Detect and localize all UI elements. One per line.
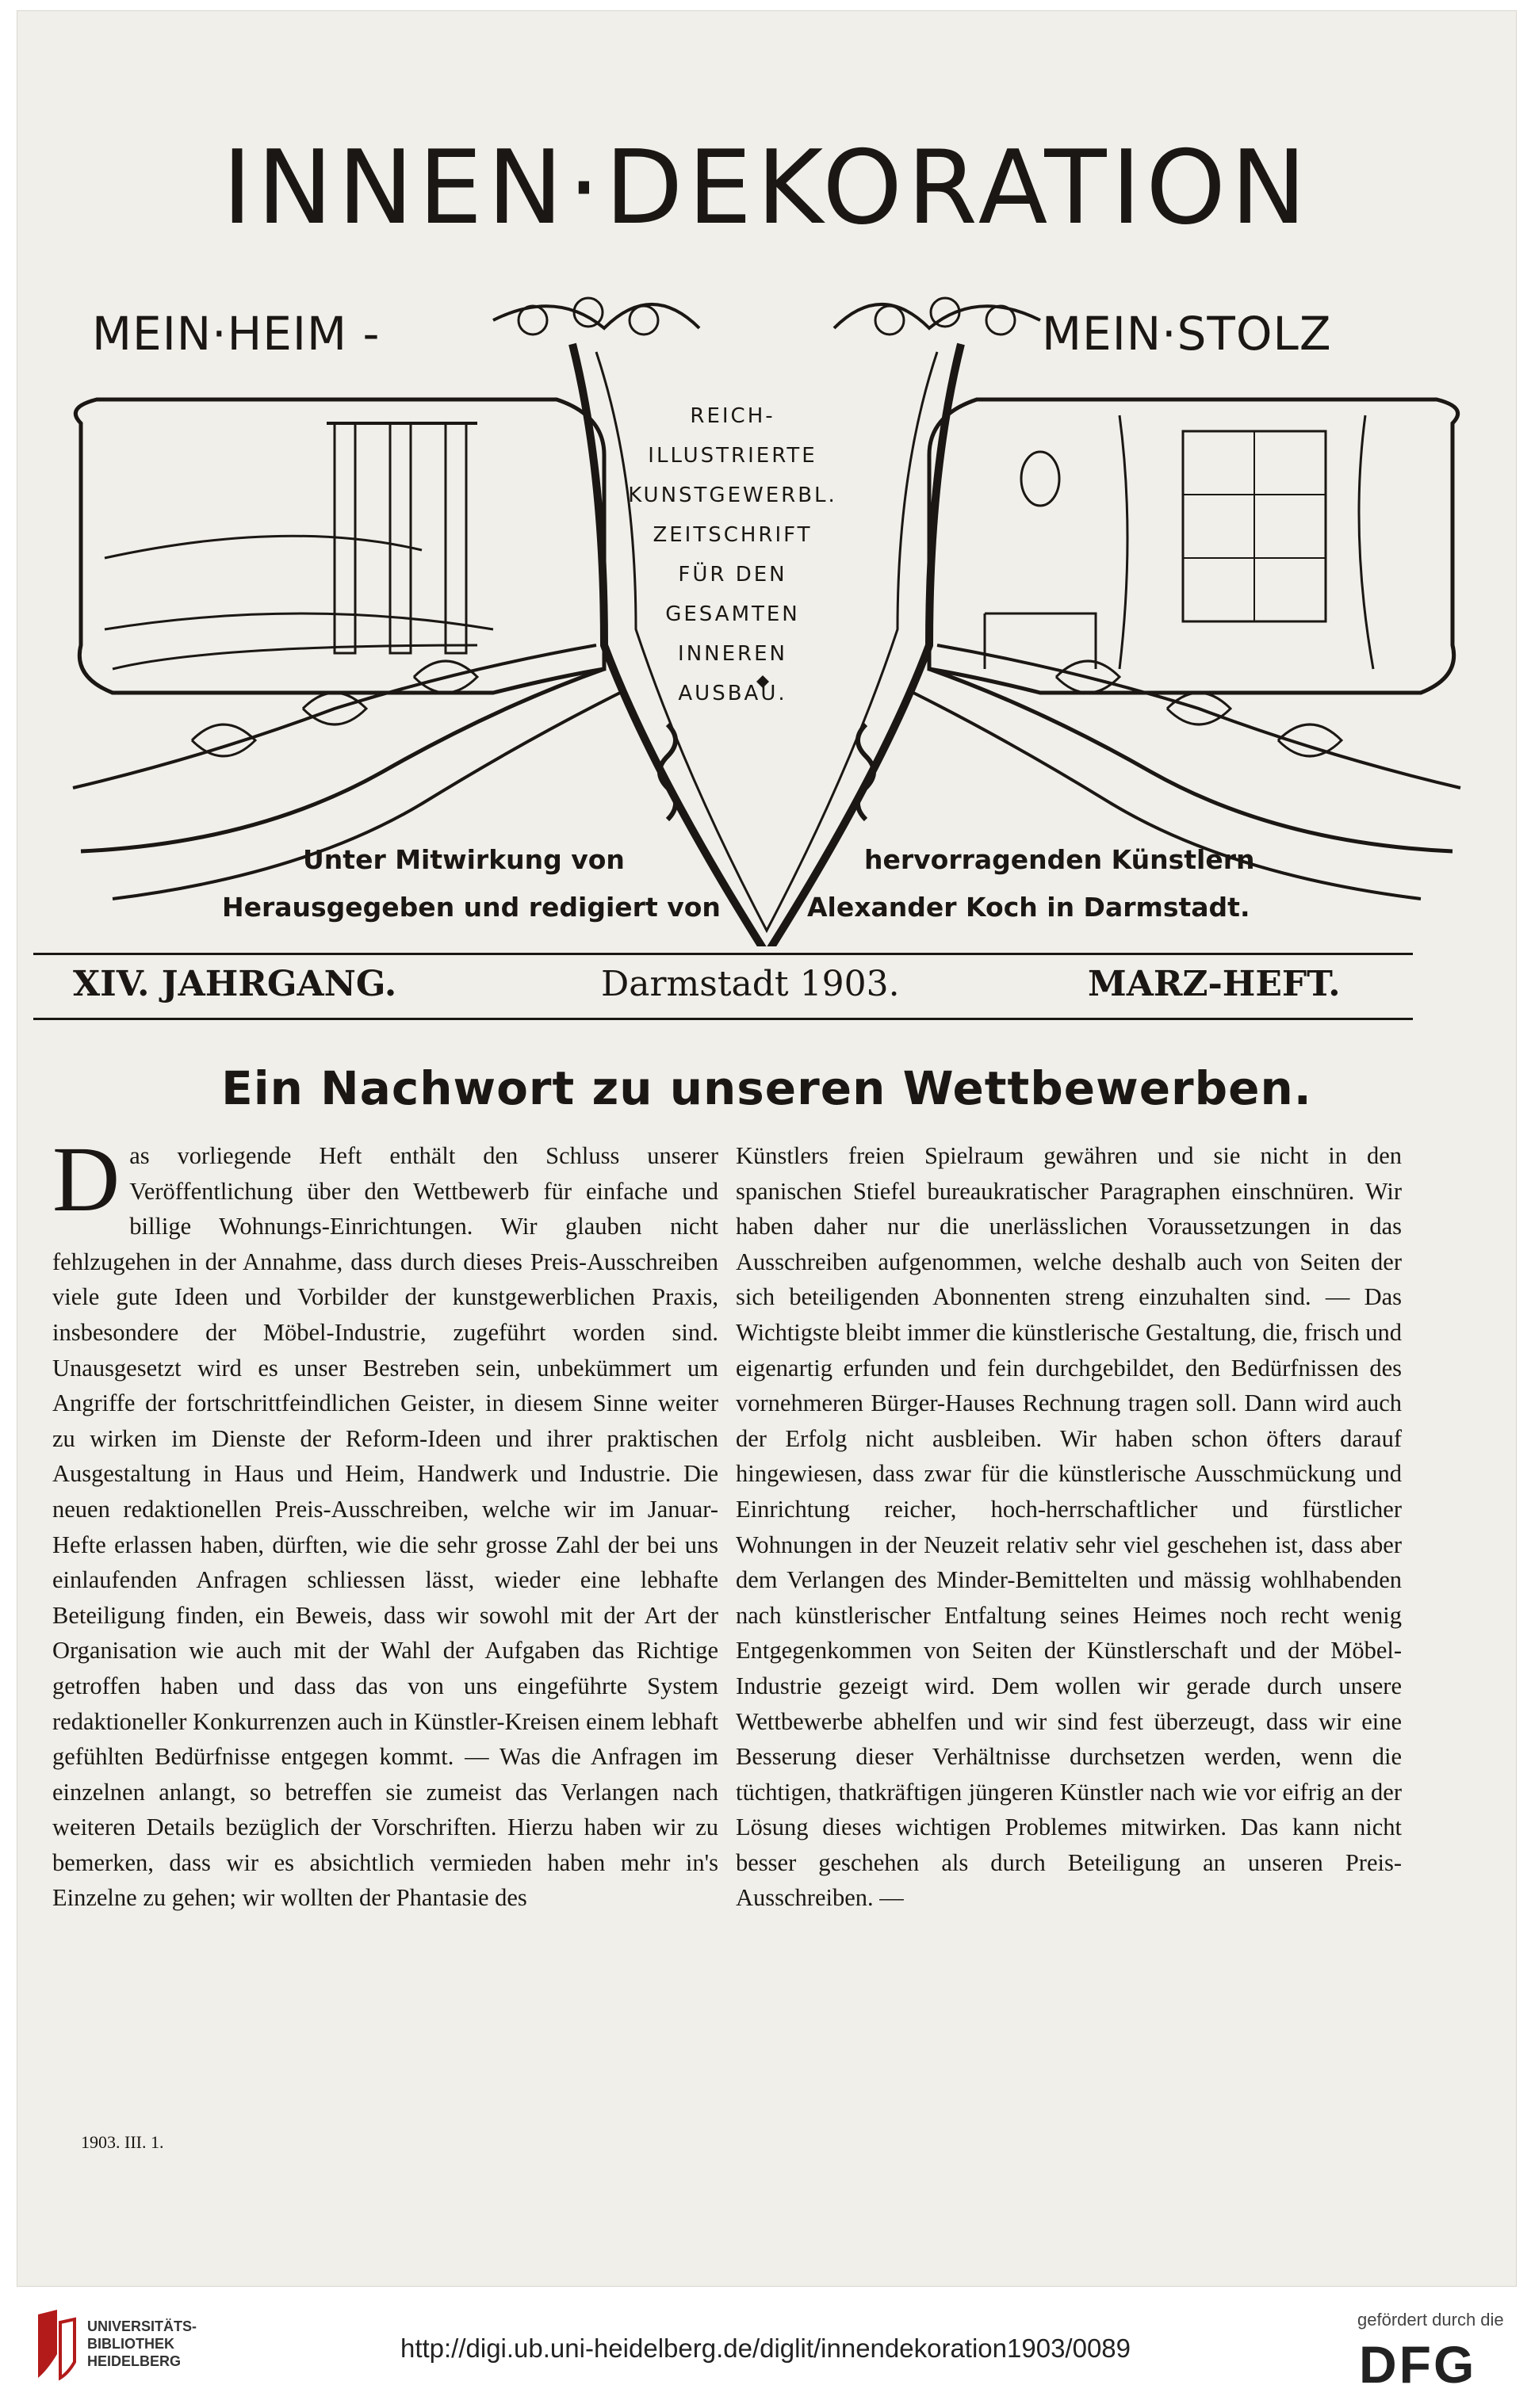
drop-cap: D	[52, 1127, 121, 1231]
university-line: BIBLIOTHEK	[87, 2336, 174, 2352]
subtitle-line: REICH-	[690, 404, 775, 428]
article-headline: Ein Nachwort zu unseren Wettbewerben.	[221, 1061, 1312, 1115]
place-year: Darmstadt 1903.	[601, 964, 900, 1004]
motto-left: MEIN·HEIM -	[92, 307, 381, 361]
university-line: UNIVERSITÄTS-	[87, 2318, 197, 2334]
subtitle-line: ZEITSCHRIFT	[653, 523, 813, 547]
subtitle-line: GESAMTEN	[665, 602, 800, 626]
dfg-logo: DFG	[1359, 2335, 1477, 2394]
subtitle-line: INNEREN	[678, 642, 787, 666]
funded-by-label: gefördert durch die	[1357, 2310, 1504, 2330]
right-column-text: Künstlers freien Spielraum gewähren und sie nicht in den spanischen Stiefel bureaukratischer Paragraphen einschnüren. Wir haben daher nur die unerlässlichen Voraussetzungen in das Ausschreiben aufgenommen, welche deshalb auch von Seiten der sich beteiligenden Abonnenten streng einzuhalten sind. — Das Wichtigste bleibt immer die künstlerische Gestaltung, die, frisch und eigenartig erfunden und fein durchgebildet, den Bedürfnissen des vornehmeren Bürger-Hauses Rechnung tragen soll. Dann wird auch der Erfolg nicht ausbleiben. Wir haben schon öfters darauf hingewiesen, dass zwar für die künstlerische Ausschmückung und Einrichtung reicher, hoch-herrschaftlicher und fürstlicher Wohnungen in der Neuzeit relativ sehr viel geschehen ist, dass aber dem Verlangen des Minder-Bemittelten und mässig wohlhabenden nach künstlerischer Entfaltung seines Heimes noch recht wenig Entgegenkommen von Seiten der Künstlerschaft und der Möbel-Industrie gezeigt wird. Dem wollen wir gerade durch unsere Wettbewerbe abhelfen und wir sind fest überzeugt, dass wir eine Besserung dieser Verhältnisse durchsetzen werden, wenn die tüchtigen, thatkräftigen jüngeren Künstler nach wie vor eifrig an der Lösung dieses wichtigen Problemes mitwirken. Das kann nicht besser geschehen als durch Beteiligung an unseren Preis-Ausschreiben. —	[736, 1142, 1402, 1912]
subtitle-line: KUNSTGEWERBL.	[628, 484, 837, 507]
collab-left-1: Unter Mitwirkung von	[303, 844, 625, 875]
subtitle-line: AUSBAU.	[678, 682, 787, 705]
article-column-left	[52, 1127, 718, 1916]
volume-label: XIV. JAHRGANG.	[73, 964, 397, 1004]
left-column-text: as vorliegende Heft enthält den Schluss unserer Veröffentlichung über den Wettbewerb für einfache und billige Wohnungs-Einrichtungen. Wir glauben nicht fehlzugehen in der Annahme, dass durch dieses Preis-Ausschreiben viele gute Ideen und Vorbilder der kunstgewerblichen Praxis, insbesondere der Möbel-Industrie, zugeführt worden sind. Unausgesetzt wird es unser Bestreben sein, unbekümmert um Angriffe der fortschrittfeindlichen Geister, in diesem Sinne weiter zu wirken im Dienste der Reform-Ideen und ihrer praktischen Ausgestaltung in Haus und Heim, Handwerk und Industrie. Die neuen redaktionellen Preis-Ausschreiben, welche wir im Januar-Hefte erlassen haben, dürften, wie die sehr grosse Zahl der bei uns einlaufenden Anfragen schliessen lässt, wieder eine lebhafte Beteiligung finden, ein Beweis, dass wir sowohl mit der Art der Organisation wie auch mit der Wahl der Aufgaben das Richtige getroffen haben und dass das von uns eingeführte System redaktioneller Konkurrenzen auch in Künstler-Kreisen einem lebhaft gefühlten Bedürfnisse entgegen kommt. — Was die Anfragen im einzelnen anlangt, so betreffen sie zumeist das Verlangen nach weiteren Details bezüglich der Vorschriften. Hierzu haben wir zu bemerken, dass wir es absichtlich vermieden haben mehr in's Einzelne zu gehen; wir wollten der Phantasie des	[52, 1142, 718, 1912]
subtitle-line: FÜR DEN	[678, 563, 787, 587]
folio: 1903. III. 1.	[81, 2132, 164, 2152]
rule-bottom	[33, 1018, 1413, 1020]
collab-right-1: hervorragenden Künstlern	[864, 844, 1255, 875]
subtitle-line: ILLUSTRIERTE	[648, 444, 817, 468]
collab-left-2: Herausgegeben und redigiert von	[222, 892, 721, 923]
subtitle	[590, 396, 875, 713]
rule-top	[33, 953, 1413, 955]
university-line: HEIDELBERG	[87, 2353, 182, 2369]
scanned-page	[17, 11, 1516, 2286]
collab-right-2: Alexander Koch in Darmstadt.	[807, 892, 1250, 923]
article-column-right	[736, 1138, 1402, 1916]
motto-right: MEIN·STOLZ	[1042, 307, 1332, 361]
issue-label: MARZ-HEFT.	[1088, 964, 1341, 1004]
source-url-link[interactable]: http://digi.ub.uni-heidelberg.de/diglit/innendekoration1903/0089	[400, 2333, 1131, 2363]
masthead-title: INNEN·DEKORATION	[222, 129, 1311, 247]
